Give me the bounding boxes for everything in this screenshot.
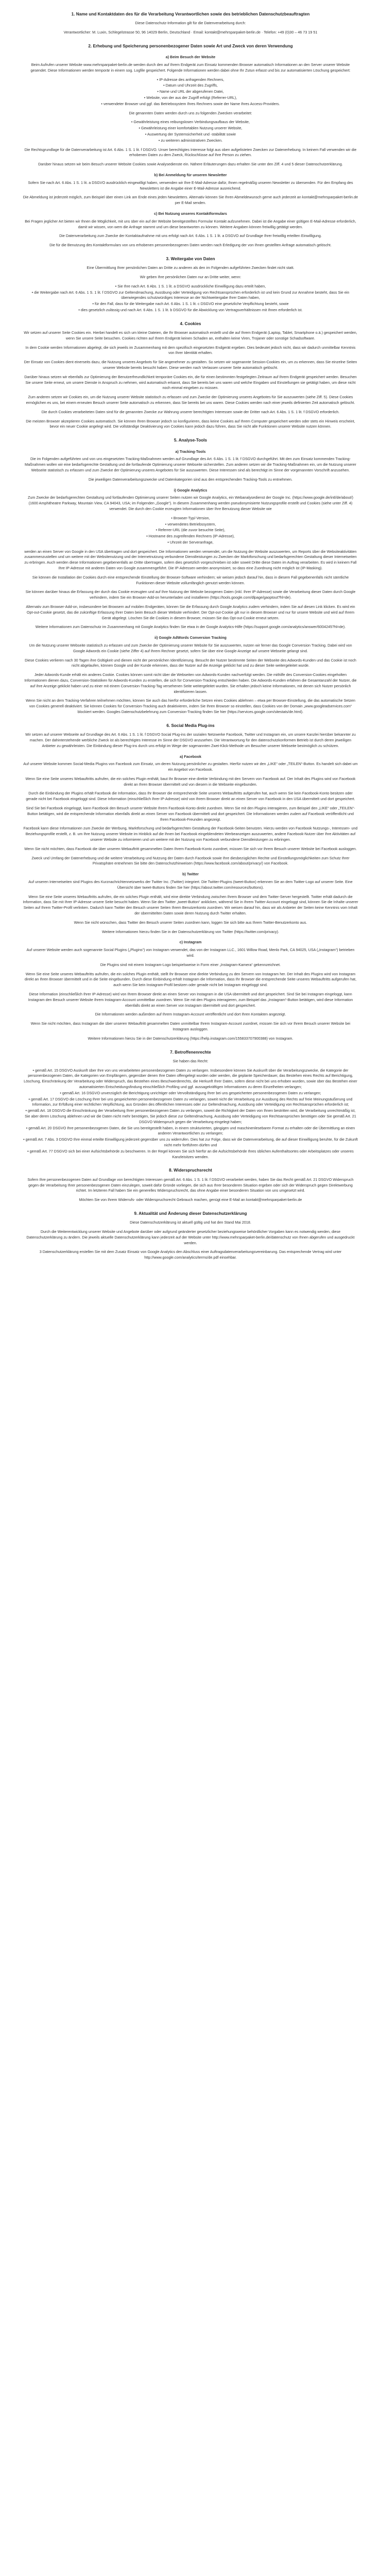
list-item: • verwendetes Betriebssystem, [165,521,216,527]
paragraph: Diese Datenschutzerklärung ist aktuell gültig und hat den Stand Mai 2018. [130,1220,251,1225]
paragraph: Wenn Sie eine Seite unseres Webauftritts aufrufen, die ein solches Plugin enthält, wird eine direkte Verbindung zwischen Ihrem Browser und dem Twitter-Server hergestellt. Twitter erhält dadurch die Information, dass Sie mit Ihrer IP-Adresse unsere Seite besucht haben. Wenn Sie den Twitter „tweet-Button“ anklicken, während Sie in Ihrem Twitter-Account eingeloggt sind, können Sie die Inhalte unserer Seiten auf Ihrem Twitter-Profil verlinken. Dadurch kann Twitter den Besuch unserer Seiten Ihrem Benutzerkonto zuordnen. Wir weisen darauf hin, dass wir als Anbieter der Seiten keine Kenntnis vom Inhalt der übermittelten Daten sowie deren Nutzung durch Twitter erhalten. [23,894,358,916]
list-item: • für den Fall, dass für die Weitergabe nach Art. 6 Abs. 1 S. 1 lit. c DSGVO eine gesetzliche Verpflichtung besteht, sowie [92,301,289,307]
paragraph: Wenn Sie nicht wünschen, dass Twitter den Besuch unserer Seiten zuordnen kann, loggen Sie sich bitte aus Ihrem Twitter-Benutzerkonto aus. [74,920,307,925]
list-item: • gemäß Art. 20 DSGVO Ihre personenbezogenen Daten, die Sie uns bereitgestellt haben, in einem strukturierten, gängigen und maschinenlesebaren Format zu erhalten oder die Übermittlung an einen anderen Verantwortlichen zu verlangen; [26,1125,355,1136]
list-item: • Uhrzeit der Serveranfrage, [167,539,214,545]
paragraph: Eine Übermittlung Ihrer persönlichen Daten an Dritte zu anderen als den im Folgenden aufgeführten Zwecken findet nicht statt. [86,265,295,270]
section-heading: 3. Weitergabe von Daten [166,256,215,261]
paragraph: Die für die Benutzung des Kontaktformulars von uns erhobenen personenbezogenen Daten werden nach Erledigung der von Ihnen gestellten Anfrage automatisch gelöscht. [49,243,332,248]
paragraph: Auf unserer Website werden auch sogenannte Social Plugins („Plugins“) von Instagram verwendet, das von der Instagram LLC., 1601 Willow Road, Menlo Park, CA 94025, USA („Instagram“) betrieben wird. [26,947,355,958]
list-item: • Hostname des zugreifenden Rechners (IP-Adresse), [146,534,235,539]
paragraph: Darüber hinaus setzen wir beim Besuch unserer Website Cookies sowie Analysedienste ein. Nähere Erläuterungen dazu erhalten Sie unter den Ziff. 4 und 5 dieser Datenschutzerklärung. [38,162,343,167]
paragraph: Die Rechtsgrundlage für die Datenverarbeitung ist Art. 6 Abs. 1 S. 1 lit. f DSGVO. Unser berechtigtes Interesse folgt aus oben aufgelisteten Zwecken zur Datenerhebung. In keinem Fall verwenden wir die erhobenen Daten zu dem Zweck, Rückschlüsse auf Ihre Person zu ziehen. [24,147,357,158]
list-item: • zu weiteren administrativen Zwecken. [158,138,223,143]
paragraph: Um die Nutzung unserer Webseite statistisch zu erfassen und zum Zwecke der Optimierung unserer Website für Sie auszuwerten, nutzen wir ferner das Google Conversion Tracking. Dabei wird von Google Adwords ein Cookie (siehe Ziffer 4) auf Ihrem Rechner gesetzt, sofern Sie über eine Google-Anzeige auf unsere Webseite gelangt sind. [29,643,352,653]
paragraph: Wenn Sie eine Seite unseres Webauftritts aufrufen, die ein solches Plugin enthält, stellt Ihr Browser eine direkte Verbindung zu den Servern von Instagram her. Der Inhalt des Plugins wird von Instagram direkt an Ihren Browser übermittelt und in die Seite eingebunden. Durch diese Einbindung erhält Instagram die Information, dass Ihr Browser die entsprechende Seite unseres Webauftritts aufgerufen hat, auch wenn Sie kein Instagram-Profil besitzen oder gerade nicht bei Instagram eingeloggt sind. [24,971,357,988]
paragraph: Sofern Sie nach Art. 6 Abs. 1 S. 1 lit. a DSGVO ausdrücklich eingewilligt haben, verwenden wir Ihre E-Mail-Adresse dafür, Ihnen regelmäßig unseren Newsletter zu übersenden. Für den Empfang des Newsletters ist die Angabe einer E-Mail-Adresse ausreichend. [28,180,353,191]
list-item: • gemäß Art. 15 DSGVO Auskunft über Ihre von uns verarbeiteten personenbezogenen Daten zu verlangen. Insbesondere können Sie Auskunft über die Verarbeitungszwecke, die Kategorie der personenbezogenen Daten, die Kategorien von Empfängern, gegenüber denen Ihre Daten offengelegt wurden oder werden, die geplante Speicherdauer, das Bestehen eines Rechts auf Berichtigung, Löschung, Einschränkung der Verarbeitung oder Widerspruch, das Bestehen eines Beschwerderechts, die Herkunft Ihrer Daten, sofern diese nicht bei uns erhoben wurden, sowie über das Bestehen einer automatisierten Entscheidungsfindung einschließlich Profiling und ggf. aussagekräftigen Informationen zu deren Einzelheiten verlangen; [24,1067,357,1090]
paragraph: Die Plugins sind mit einem Instagram-Logo beispielsweise in Form einer „Instagram-Kamera“ gekennzeichnet. [100,962,281,967]
paragraph: Auf unserer Website kommen Social-Media Plugins von Facebook zum Einsatz, um deren Nutzung persönlicher zu gestalten. Hierfür nutzen wir den „LIKE“ oder „TEILEN“-Button. Es handelt sich dabei um ein Angebot von Facebook. [23,761,358,772]
paragraph: Sie können darüber hinaus die Erfassung der durch das Cookie erzeugten und auf Ihre Nutzung der Website bezogenen Daten (inkl. Ihrer IP-Adresse) sowie die Verarbeitung dieser Daten durch Google verhindern, indem Sie ein Browser-Add-on herunterladen und installieren (https://tools.google.com/dlpage/gaoptout?hl=de). [25,589,356,600]
list-item: • gemäß Art. 7 Abs. 3 DSGVO Ihre einmal erteilte Einwilligung jederzeit gegenüber uns zu widerrufen. Dies hat zur Folge, dass wir die Datenverarbeitung, die auf dieser Einwilligung beruhte, für die Zukunft nicht mehr fortführen dürfen und [23,1137,358,1148]
subsection-heading: i) Google Analytics [174,487,207,493]
paragraph: Diese Cookies verlieren nach 30 Tagen ihre Gültigkeit und dienen nicht der persönlichen Identifizierung. Besucht der Nutzer bestimmte Seiten der Webseite des Adwords-Kunden und das Cookie ist noch nicht abgelaufen, können Google und der Kunde erkennen, dass der Nutzer auf die Anzeige geklickt hat und zu dieser Seite weitergeleitet wurde. [25,657,356,668]
list-item: • Browser-Typ/-Version, [171,515,210,520]
section-heading: 4. Cookies [180,321,201,326]
paragraph: Sind Sie bei Facebook eingeloggt, kann Facebook den Besuch unserer Website Ihrem Facebook-Konto direkt zuordnen. Wenn Sie mit den Plugins interagieren, zum Beispiel den „LIKE“ oder „TEILEN“-Button betätigen, wird die entsprechende Information ebenfalls direkt an einen Server von Facebook übermittelt und dort gespeichert. Die Informationen werden zudem auf Facebook veröffentlicht und Ihren Facebook-Freunden angezeigt. [26,806,355,822]
list-item: • die Weitergabe nach Art. 6 Abs. 1 S. 1 lit. f DSGVO zur Geltendmachung, Ausübung oder Verteidigung von Rechtsansprüchen erforderlich ist und kein Grund zur Annahme besteht, dass Sie ein überwiegendes schutzwürdiges Interesse an der Nichtweitergabe Ihrer Daten haben, [31,290,350,300]
paragraph: Wenn Sie nicht an dem Tracking-Verfahren teilnehmen möchten, können Sie auch das hierfür erforderliche Setzen eines Cookies ablehnen – etwa per Browser-Einstellung, die das automatische Setzen von Cookies generell deaktiviert. Sie können Cookies für Conversion-Tracking auch deaktivieren, indem Sie Ihren Browser so einstellen, dass Cookies von der Domain „www.googleadservices.com“ blockiert werden. Googles Datenschutzbelehrung zum Conversion-Tracking finden Sie hier (https://services.google.com/sitestats/de.html). [26,698,355,715]
paragraph: Wenn Sie nicht möchten, dass Instagram die über unseren Webauftritt gesammelten Daten unmittelbar Ihrem Instagram-Account zuordnet, müssen Sie sich vor Ihrem Besuch unserer Website bei Instagram ausloggen. [30,1021,351,1031]
contact-address: Verantwortlicher: M. Luxin, Schlegelstrasse 50, 96 14029 Berlin, Deutschland · Email: kontakt@mehrsparpaket-berlin.de · Telefon: +49 (0)30 – 46 73 19 51 [63,30,318,35]
paragraph: Wenn Sie eine Seite unseres Webauftritts aufrufen, die ein solches Plugin enthält, baut Ihr Browser eine direkte Verbindung mit den Servern von Facebook auf. Der Inhalt des Plugins wird von Facebook direkt an Ihren Browser übermittelt und von diesem in die Webseite eingebunden. [25,776,356,787]
subsection-heading: a) Facebook [180,754,201,759]
paragraph: Alternativ zum Browser-Add-on, insbesondere bei Browsern auf mobilen Endgeräten, können Sie die Erfassung durch Google Analytics zudem verhindern, indem Sie auf diesen Link klicken. Es wird ein Opt-out-Cookie gesetzt, das die zukünftige Erfassung Ihrer Daten beim Besuch dieser Website verhindert. Der Opt-out-Cookie gilt nur in diesem Browser und nur für unsere Website und wird auf Ihrem Gerät abgelegt. Löschen Sie die Cookies in diesem Browser, müssen Sie das Opt-out-Cookie erneut setzen. [26,604,355,620]
paragraph: werden an einen Server von Google in den USA übertragen und dort gespeichert. Die Informationen werden verwendet, um die Nutzung der Website auszuwerten, um Reports über die Websiteaktivitäten zusammenzustellen und um weitere mit der Websitenutzung und der Internetnutzung verbundene Dienstleistungen zu Zwecken der Marktforschung und bedarfsgerechten Gestaltung dieser Internetseiten zu erbringen. Auch werden diese Informationen gegebenenfalls an Dritte übertragen, sofern dies gesetzlich vorgeschrieben ist oder soweit Dritte diese Daten im Auftrag verarbeiten. Es wird in keinem Fall Ihre IP-Adresse mit anderen Daten von Google zusammengeführt. Die IP-Adressen werden anonymisiert, so dass eine Zuordnung nicht möglich ist (IP-Masking). [24,549,357,571]
list-item: • Referrer-URL (die zuvor besuchte Seite), [155,528,226,533]
section-heading: 2. Erhebung und Speicherung personenbezogener Daten sowie Art und Zweck von deren Verwendung [88,43,293,48]
list-item: • Gewährleistung einer komfortablen Nutzung unserer Website, [138,126,243,131]
paragraph: Wir setzen auf unserer Seite Cookies ein. Hierbei handelt es sich um kleine Dateien, die Ihr Browser automatisch erstellt und die auf Ihrem Endgerät (Laptop, Tablet, Smartphone o.ä.) gespeichert werden, wenn Sie unsere Seite besuchen. Cookies richten auf Ihrem Endgerät keinen Schaden an, enthalten keine Viren, Trojaner oder sonstige Schadsoftware. [24,330,357,341]
paragraph: Die durch Cookies verarbeiteten Daten sind für die genannten Zwecke zur Wahrung unserer berechtigten Interessen sowie der Dritter nach Art. 6 Abs. 1 S. 1 lit. f DSGVO erforderlich. [41,409,340,414]
paragraph: Durch die Einbindung der Plugins erhält Facebook die Information, dass Ihr Browser die entsprechende Seite unseres Webauftritts aufgerufen hat, auch wenn Sie kein Facebook-Konto besitzen oder gerade nicht bei Facebook eingeloggt sind. Diese Information (einschließlich Ihrer IP-Adresse) wird von Ihrem Browser direkt an einen Server von Facebook in den USA übermittelt und dort gespeichert. [26,791,355,802]
paragraph: Der Einsatz von Cookies dient einerseits dazu, die Nutzung unseres Angebots für Sie angenehmer zu gestalten. So setzen wir sogenannte Session-Cookies ein, um zu erkennen, dass Sie einzelne Seiten unserer Website bereits besucht haben. Diese werden nach Verlassen unserer Seite automatisch gelöscht. [24,360,357,370]
paragraph: Weitere Informationen hierzu finden Sie in der Datenschutzerklärung von Twitter (https://twitter.com/privacy). [101,929,280,934]
subsection-heading: a) Beim Besuch der Website [165,55,216,60]
paragraph: Darüber hinaus setzen wir ebenfalls zur Optimierung der Benutzerfreundlichkeit temporäre Cookies ein, die für einen bestimmten festgelegten Zeitraum auf Ihrem Endgerät gespeichert werden. Besuchen Sie unsere Seite erneut, um unsere Dienste in Anspruch zu nehmen, wird automatisch erkannt, dass Sie bereits bei uns waren und welche Eingaben und Einstellungen sie getätigt haben, um diese nicht noch einmal eingeben zu müssen. [24,374,357,391]
paragraph: Sofern Ihre personenbezogenen Daten auf Grundlage von berechtigten Interessen gemäß Art. 6 Abs. 1 S. 1 lit. f DSGVO verarbeitet werden, haben Sie das Recht gemäß Art. 21 DSGVO Widerspruch gegen die Verarbeitung Ihrer personenbezogenen Daten einzulegen, soweit dafür Gründe vorliegen, die sich aus Ihrer besonderen Situation ergeben oder sich der Widerspruch gegen Direktwerbung richtet. Im letzteren Fall haben Sie ein generelles Widerspruchsrecht, das ohne Angabe einer besonderen Situation von uns umgesetzt wird. [27,1177,354,1193]
privacy-policy-document [0,0,381,1261]
paragraph: Sie haben das Recht: [172,1058,209,1063]
paragraph: Weitere Informationen hierzu Sie in der Datenschutzerklärung (https://help.instagram.com/155833707900388) von Instagram. [88,1036,293,1041]
list-item: • IP-Adresse des anfragenden Rechners, [157,77,224,82]
section-heading: 8. Widerspruchsrecht [169,1168,212,1173]
list-item: • Sie Ihre nach Art. 6 Abs. 1 S. 1 lit. a DSGVO ausdrückliche Einwilligung dazu erteilt haben, [115,283,266,289]
paragraph: Die Datenverarbeitung zum Zwecke der Kontaktaufnahme mit uns erfolgt nach Art. 6 Abs. 1 S. 1 lit. a DSGVO auf Grundlage Ihrer freiwillig erteilten Einwilligung. [59,233,322,239]
paragraph: Weitere Informationen zum Datenschutz im Zusammenhang mit Google Analytics finden Sie etwa in der Google Analytics-Hilfe (https://support.google.com/analytics/answer/6004245?hl=de). [35,624,346,630]
paragraph: Zweck und Umfang der Datenerhebung und die weitere Verarbeitung und Nutzung der Daten durch Facebook sowie Ihre diesbezüglichen Rechte und Einstellungsmöglichkeiten zum Schutz Ihrer Privatsphäre entnehmen Sie bitte den Datenschutzhinweisen (https://www.facebook.com/about/privacy/) von Facebook. [31,855,350,866]
paragraph: Die meisten Browser akzeptieren Cookies automatisch. Sie können Ihren Browser jedoch so konfigurieren, dass keine Cookies auf Ihrem Computer gespeichert werden oder stets ein Hinweis erscheint, bevor ein neuer Cookie angelegt wird. Die vollständige Deaktivierung von Cookies kann jedoch dazu führen, dass Sie nicht alle Funktionen unserer Website nutzen können. [26,418,355,429]
list-item: • Gewährleistung eines reibungslosen Verbindungsaufbaus der Website, [131,120,250,125]
paragraph: Jeder Adwords-Kunde erhält ein anderes Cookie. Cookies können somit nicht über die Webseiten von Adwords-Kunden nachverfolgt werden. Die mithilfe des Conversion-Cookies eingeholten Informationen dienen dazu, Conversion-Statistiken für Adwords-Kunden zu erstellen, die sich für Conversion-Tracking entschieden haben. Die Adwords-Kunden erfahren die Gesamtanzahl der Nutzer, die auf ihre Anzeige geklickt haben und zu einer mit einem Conversion-Tracking-Tag versehenen Seite weitergeleitet wurden. Sie erhalten jedoch keine Informationen, mit denen sich Nutzer persönlich identifizieren lassen. [24,672,357,694]
list-item: • Name und URL der abgerufenen Datei, [157,89,224,94]
subsection-heading: b) Bei Anmeldung für unseren Newsletter [154,172,227,177]
paragraph: Diese Information (einschließlich Ihrer IP-Adresse) wird von Ihrem Browser direkt an einen Server von Instagram in die USA übermittelt und dort gespeichert. Sind Sie bei Instagram eingeloggt, kann Instagram den Besuch unserer Website Ihrem Instagram-Account unmittelbar zuordnen. Wenn Sie mit den Plugins interagieren, zum Beispiel das „Instagram“-Button betätigen, wird diese Information ebenfalls direkt an einen Server von Instagram übermittelt und dort gespeichert. [28,992,353,1008]
list-item: • gemäß Art. 17 DSGVO die Löschung Ihrer bei uns gespeicherten personenbezogenen Daten zu verlangen, soweit nicht die Verarbeitung zur Ausübung des Rechts auf freie Meinungsäußerung und Information, zur Erfüllung einer rechtlichen Verpflichtung, aus Gründen des öffentlichen Interesses oder zur Geltendmachung, Ausübung oder Verteidigung von Rechtsansprüchen erforderlich ist; [28,1096,353,1107]
paragraph: Zum anderen setzen wir Cookies ein, um die Nutzung unserer Website statistisch zu erfassen und zum Zwecke der Optimierung unseres Angebotes für Sie auszuwerten (siehe Ziff. 5). Diese Cookies ermöglichen es uns, bei einem erneuten Besuch unserer Seite automatisch zu erkennen, dass Sie bereits bei uns waren. Diese Cookies werden nach einer jeweils definierten Zeit automatisch gelöscht. [26,395,355,405]
list-item: • Datum und Uhrzeit des Zugriffs, [163,83,218,88]
paragraph: Diese Datenschutz-Information gilt für die Datenverarbeitung durch: [135,21,246,26]
list-item: • gemäß Art. 77 DSGVO sich bei einer Aufsichtsbehörde zu beschweren. In der Regel können Sie sich hierfür an die Aufsichtsbehörde Ihres üblichen Aufenthaltsortes oder Arbeitsplatzes oder unseres Kanzleisitzes wenden. [27,1148,354,1159]
list-item: • gemäß Art. 18 DSGVO die Einschränkung der Verarbeitung Ihrer personenbezogenen Daten zu verlangen, soweit die Richtigkeit der Daten von Ihnen bestritten wird, die Verarbeitung unrechtmäßig ist, Sie aber deren Löschung ablehnen und wir die Daten nicht mehr benötigen, Sie jedoch diese zur Geltendmachung, Ausübung oder Verteidigung von Rechtsansprüchen benötigen oder Sie gemäß Art. 21 DSGVO Widerspruch gegen die Verarbeitung eingelegt haben; [25,1108,356,1124]
paragraph: Zum Zwecke der bedarfsgerechten Gestaltung und fortlaufenden Optimierung unserer Seiten nutzen wir Google Analytics, ein Webanalysedienst der Google Inc. (https://www.google.de/intl/de/about/) (1600 Amphitheatre Parkway, Mountain View, CA 94043, USA; im Folgenden „Google“). In diesem Zusammenhang werden pseudonymisierte Nutzungsprofile erstellt und Cookies (siehe unter Ziff. 4) verwendet. Die durch den Cookie erzeugten Informationen über Ihre Benutzung dieser Website wie [28,495,353,511]
paragraph: Bei Fragen jeglicher Art bieten wir Ihnen die Möglichkeit, mit uns über ein auf der Website bereitgestelltes Formular Kontakt aufzunehmen. Dabei ist die Angabe einer gültigen E-Mail-Adresse erforderlich, damit wir wissen, von wem die Anfrage stammt und um diese beantworten zu können. Weitere Angaben können freiwillig getätigt werden. [25,218,356,229]
paragraph: Wenn Sie nicht möchten, dass Facebook die über unseren Webauftritt gesammelten Daten Ihrem Facebook-Konto zuordnet, müssen Sie sich vor Ihrem Besuch unserer Website bei Facebook ausloggen. [24,846,357,851]
subsection-heading: a) Tracking-Tools [175,449,206,454]
section-heading: 6. Social Media Plug-ins [166,723,215,728]
paragraph: Die genannten Daten werden durch uns zu folgenden Zwecken verarbeitet: [129,110,252,115]
subsection-heading: c) Bei Nutzung unseres Kontaktformulars [154,211,227,216]
subsection-heading: c) Instagram [179,940,202,945]
list-item: • dies gesetzlich zulässig und nach Art. 6 Abs. 1 S. 1 lit. b DSGVO für die Abwicklung von Vertragsverhältnissen mit Ihnen erforderlich ist. [78,307,303,312]
paragraph: Durch die Weiterentwicklung unserer Website und Angebote darüber oder aufgrund geänderter gesetzlicher beziehungsweise behördlicher Vorgaben kann es notwendig werden, diese Datenschutzerklärung zu ändern. Die jeweils aktuelle Datenschutzerklärung kann jederzeit auf der Website unter http://www.mehrsparpaket-berlin.de/datenschutz von Ihnen abgerufen und ausgedruckt werden. [26,1229,355,1245]
subsection-heading: ii) Google AdWords Conversion Tracking [154,635,227,640]
subsection-heading: b) Twitter [182,872,199,877]
paragraph: 3 Datenschutzerklärung erstellen Sie mit dem Zusatz Einsatz von Google Analytics den Abschluss einer Auftragsdatenverarbeitungsvereinbarung. Das entsprechende Vertrag wird unter http://www.google.com/analytics/terms/de.pdf einsehbar. [39,1249,342,1260]
paragraph: Sie können die Installation der Cookies durch eine entsprechende Einstellung der Browser-Software verhindern; wir weisen jedoch darauf hin, dass in diesem Fall gegebenenfalls nicht sämtliche Funktionen dieser Website vollumfänglich genutzt werden können. [32,574,349,585]
paragraph: Wir setzen auf unserer Webseite auf Grundlage des Art. 6 Abs. 1 S. 1 lit. f DSGVO Social Plug-ins der sozialen Netzwerke Facebook, Twitter und Instagram ein, um unsere Kanzlei hierüber bekannter zu machen. Der dahinterstehende werbliche Zweck ist als berechtigtes Interesse im Sinne der DSGVO anzusehen. Die Verantwortung für den datenschutzkonformen Betrieb ist durch deren jeweiligen Anbieter zu gewährleisten. Die Einbindung dieser Plug-ins durch uns erfolgt im Wege der sogenannten Zwei-Klick-Methode um Besucher unserer Webseite bestmöglich zu schützen. [25,732,356,748]
list-item: • verwendeter Browser und ggf. das Betriebssystem Ihres Rechners sowie der Name Ihres Access-Providers. [101,101,280,106]
paragraph: Facebook kann diese Informationen zum Zwecke der Werbung, Marktforschung und bedarfsgerechten Gestaltung der Facebook-Seiten benutzen. Hierzu werden von Facebook Nutzungs-, Interessen- und Beziehungsprofile erstellt, z. B. um Ihre Nutzung unserer Website im Hinblick auf die Ihnen bei Facebook eingeblendeten Werbeanzeigen auszuwerten, andere Facebook-Nutzer über Ihre Aktivitäten auf unserer Website zu informieren und um weitere mit der Nutzung von Facebook verbundene Dienstleistungen zu erbringen. [23,826,358,842]
paragraph: In dem Cookie werden Informationen abgelegt, die sich jeweils im Zusammenhang mit dem spezifisch eingesetzten Endgerät ergeben. Dies bedeutet jedoch nicht, dass wir dadurch unmittelbar Kenntnis von Ihrer Identität erhalten. [25,345,356,355]
section-heading: 7. Betroffenenrechte [170,1049,211,1055]
section-heading: 5. Analyse-Tools [174,438,207,443]
paragraph: Wir geben Ihre persönlichen Daten nur an Dritte weiter, wenn: [140,275,241,279]
paragraph: Die Abmeldung ist jederzeit möglich, zum Beispiel über einen Link am Ende eines jeden Newsletters. Alternativ können Sie Ihren Abmeldewunsch gerne auch jederzeit an kontakt@mehrsparpaket-berlin.de per E-Mail senden. [23,195,358,206]
section-heading: 9. Aktualität und Änderung dieser Datenschutzerklärung [134,1211,247,1216]
paragraph: Die Informationen werden außerdem auf Ihrem Instagram-Account veröffentlicht und dort Ihren Kontakten angezeigt. [95,1012,286,1017]
paragraph: Möchten Sie von Ihrem Widerrufs- oder Widerspruchsrecht Gebrauch machen, genügt eine E-Mail an kontakt@mehrsparpaket-berlin.de [79,1197,302,1202]
paragraph: Die im Folgenden aufgeführten und von uns eingesetzten Tracking-Maßnahmen werden auf Grundlage des Art. 6 Abs. 1 S. 1 lit. f DSGVO durchgeführt. Mit den zum Einsatz kommenden Tracking-Maßnahmen wollen wir eine bedarfsgerechte Gestaltung und die fortlaufende Optimierung unserer Webseite sicherstellen. Zum anderen setzen wir die Tracking-Maßnahmen ein, um die Nutzung unserer Webseite statistisch zu erfassen und zum Zwecke der Optimierung unseres Angebotes für Sie auszuwerten. Diese Interessen sind als berechtigt im Sinne der vorgenannten Vorschrift anzusehen. [25,456,356,472]
list-item: • gemäß Art. 16 DSGVO unverzüglich die Berichtigung unrichtiger oder Vervollständigung Ihrer bei uns gespeicherten personenbezogenen Daten zu verlangen; [60,1090,321,1095]
paragraph: Beim Aufrufen unserer Website www.mehrsparpaket-berlin.de werden durch den auf Ihrem Endgerät zum Einsatz kommenden Browser automatisch Informationen an den Server unserer Website gesendet. Diese Informationen werden temporär in einem sog. Logfile gespeichert. Folgende Informationen werden dabei ohne Ihr Zutun erfasst und bis zur automatisierten Löschung gespeichert: [30,62,351,73]
list-item: • Auswertung der Systemsicherheit und -stabilität sowie [145,131,236,137]
list-item: • Website, von der aus der Zugriff erfolgt (Referrer-URL), [144,95,237,100]
paragraph: Die jeweiligen Datenverarbeitungszwecke und Datenkategorien sind aus den entsprechenden Tracking-Tools zu entnehmen. [89,477,292,482]
paragraph: Auf unseren Internetseiten sind Plugins des Kurznachrichtennetzwerks der Twitter Inc. (Twitter) integriert. Die Twitter-Plugins (tweet-Button) erkennen Sie an dem Twitter-Logo auf unserer Seite. Eine Übersicht über tweet-Buttons finden Sie hier (https://about.twitter.com/resources/buttons). [28,879,353,890]
section-heading: 1. Name und Kontaktdaten des für die Verarbeitung Verantwortlichen sowie des betrieblichen Datenschutzbeauftragten [71,12,310,16]
